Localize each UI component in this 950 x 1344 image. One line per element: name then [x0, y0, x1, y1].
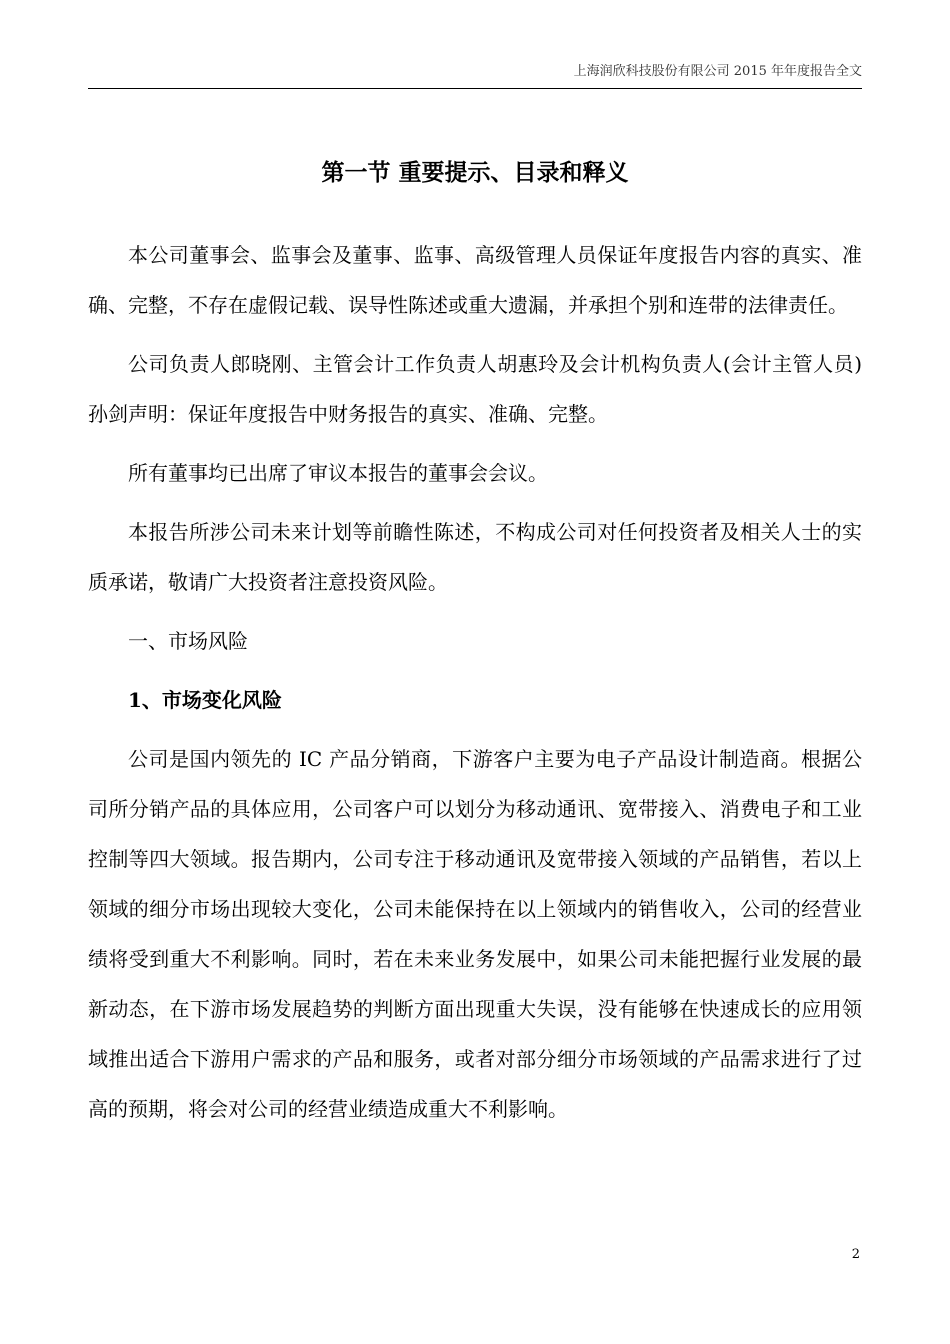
section-title: 第一节 重要提示、目录和释义: [321, 159, 629, 186]
paragraph-board-statement: 本公司董事会、监事会及董事、监事、高级管理人员保证年度报告内容的真实、准确、完整，不存在虚假记载、误导性陈述或重大遗漏，并承担个别和连带的法律责任。: [88, 243, 862, 317]
header-divider: [88, 88, 862, 89]
paragraph-forward-looking: 本报告所涉公司未来计划等前瞻性陈述，不构成公司对任何投资者及相关人士的实质承诺，敬请广大投资者注意投资风险。: [88, 520, 862, 594]
subheading-market-change-risk: 1、市场变化风险: [128, 688, 282, 712]
running-header: 上海润欣科技股份有限公司 2015 年年度报告全文: [573, 64, 862, 79]
paragraph-market-change-risk: 公司是国内领先的 IC 产品分销商，下游客户主要为电子产品设计制造商。根据公司所分销产品的具体应用，公司客户可以划分为移动通讯、宽带接入、消费电子和工业控制等四大领域。报告期内，公司专注于移动通讯及宽带接入领域的产品销售，若以上领域的细分市场出现较大变化，公司未能保持在以上领域内的销售收入，公司的经营业绩将受到重大不利影响。同时，若在未来业务发展中，如果公司未能把握行业发展的最新动态，在下游市场发展趋势的判断方面出现重大失误，没有能够在快速成长的应用领域推出适合下游用户需求的产品和服务，或者对部分细分市场领域的产品需求进行了过高的预期，将会对公司的经营业绩造成重大不利影响。: [88, 747, 862, 1121]
paragraph-directors-attendance: 所有董事均已出席了审议本报告的董事会会议。: [128, 461, 548, 485]
paragraph-responsible-persons: 公司负责人郎晓刚、主管会计工作负责人胡惠玲及会计机构负责人(会计主管人员)孙剑声明：保证年度报告中财务报告的真实、准确、完整。: [88, 352, 862, 426]
page-number: 2: [851, 1247, 860, 1262]
document-body: [88, 230, 862, 1143]
heading-market-risk: 一、市场风险: [128, 629, 248, 653]
